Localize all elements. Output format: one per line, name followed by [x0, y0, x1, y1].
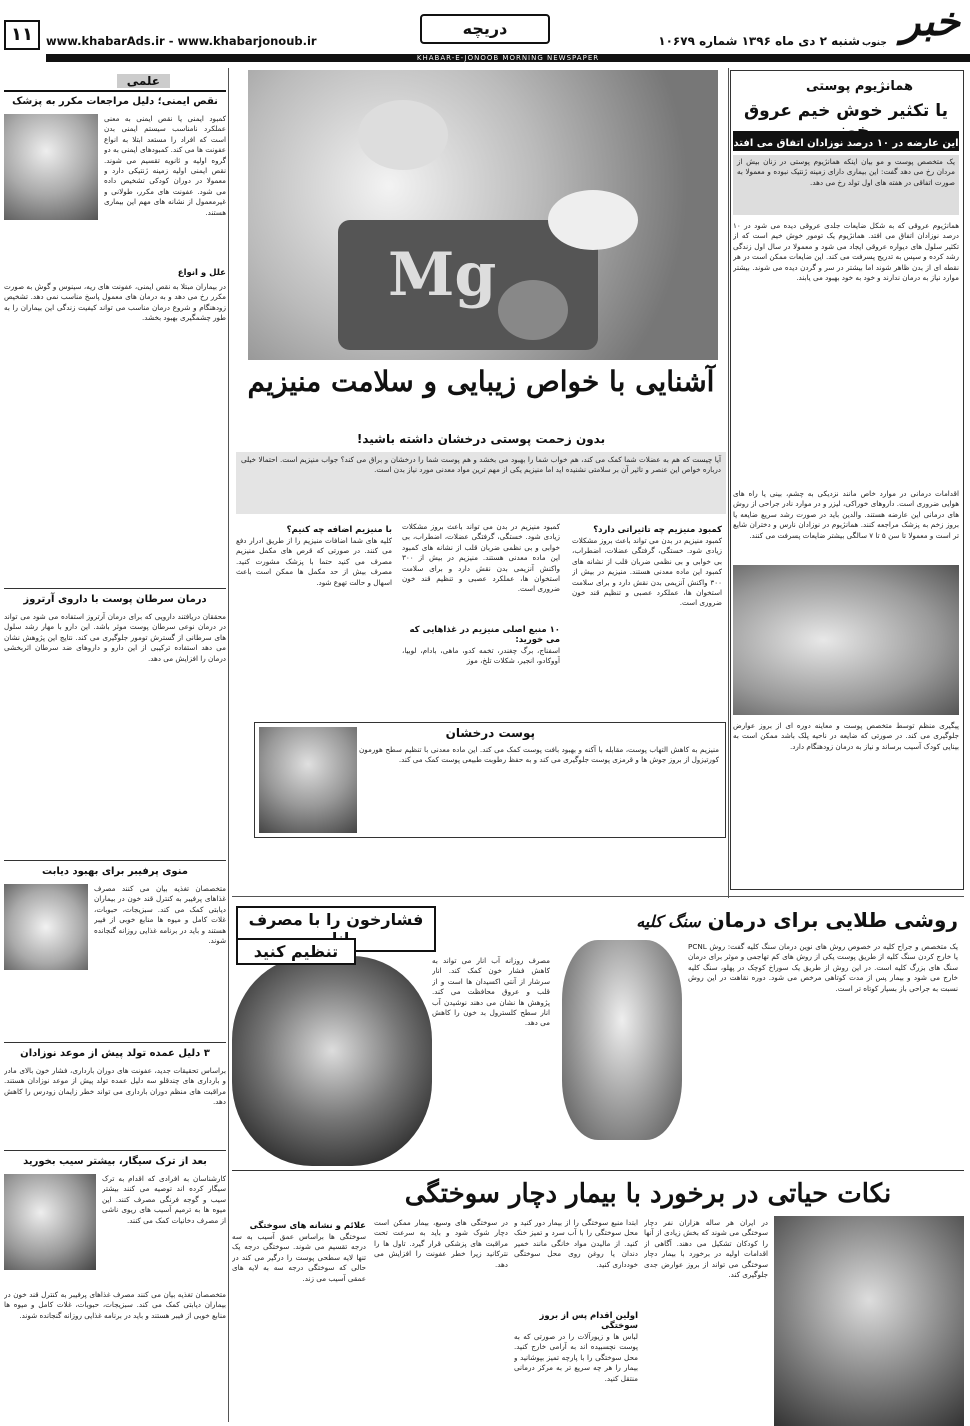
burns-col2-text: ابتدا منبع سوختگی را از بیمار دور کنید و محل سوختگی را با آب سرد و تمیز خنک کنید. از مالیدن مواد خانگی مانند خمیر دندان یا روغن روی محل سوختگی خودداری کنید.	[514, 1218, 638, 1269]
apple-text: کارشناسان به افرادی که اقدام به ترک سیگار کرده اند توصیه می کنند بیشتر سیب و گوجه فرنگی مصرف کنند. این میوه ها به ترمیم آسیب های ریوی ناشی از مصرف دخانیات کمک می کنند.	[102, 1174, 226, 1225]
burns-top-rule	[232, 1170, 964, 1171]
magnesium-col2-title: ۱۰ منبع اصلی منیزیم در غذاهایی که می خورید:	[409, 625, 560, 645]
burns-col1-text: در ایران هر ساله هزاران نفر دچار سوختگی می شوند که بخش زیادی از آنها را کودکان تشکیل می دهند. آگاهی از اقدامات اولیه در برخورد با بیمار دچار سوختگی می تواند از بروز عوارض جدی جلوگیری کند.	[644, 1218, 768, 1280]
masthead	[0, 0, 970, 60]
magnesium-col2-intro: کمبود منیزیم در بدن می تواند باعث بروز مشکلات زیادی شود. خستگی، گرفتگی عضلات، اضطراب، بی خوابی و بی نظمی ضربان قلب از نشانه های کمبود این ماده معدنی هستند. منیزیم در بیش از ۳۰۰ واکنش آنزیمی بدن نقش دارد و برای سلامت استخوان ها، عملکرد عصبی و تنظیم قند خون ضروری است.	[402, 522, 560, 594]
skin-cancer-title: درمان سرطان پوست با داروی آرتروز	[23, 594, 207, 605]
avocado	[498, 280, 568, 340]
skin-box-title: پوست درخشان	[445, 726, 535, 740]
burns-col4-text: سوختگی ها براساس عمق آسیب به سه درجه تقسیم می شوند. سوختگی درجه یک تنها لایه سطحی پوست را درگیر می کند در حالی که سوختگی درجه سه به لایه های عمقی آسیب می زند.	[232, 1232, 366, 1283]
hemangioma-body-2: اقدامات درمانی در موارد خاص مانند نزدیکی به چشم، بینی یا راه های هوایی ضروری است. داروهای خوراکی، لیزر و در موارد نادر جراحی از روش های درمانی این عارضه هستند. والدین باید در صورت رشد سریع ضایعه یا بروز زخم به پزشک مراجعه کنند. همانژیوم در نوزادان نارس و دختران شایع تر است و معمولا تا سن ۵ تا ۷ سالگی بیشتر ضایعات پسرفت می کنند.	[733, 489, 959, 540]
preterm-title: ۳ دلیل عمده تولد پیش از موعد نوزادان	[20, 1048, 210, 1059]
page-number	[4, 20, 40, 50]
diabetes-title: منوی پرفیبر برای بهبود دیابت	[42, 866, 188, 877]
pomegranate-title-2: تنظیم کنید	[236, 938, 356, 965]
bowl-right	[548, 190, 638, 250]
hemangioma-subtitle-text: این عارضه در ۱۰ درصد نوزادان اتفاق می افتد	[733, 138, 959, 149]
science-label	[4, 72, 226, 92]
issue-line: شنبه ۲ دی ماه ۱۳۹۶ شماره ۱۰۶۷۹	[658, 34, 860, 48]
magnesium-col-1	[572, 522, 722, 722]
magnesium-title: آشنایی با خواص زیبایی و سلامت منیزیم	[247, 365, 715, 398]
immune-title: نقص ایمنی؛ دلیل مراجعات مکرر به پزشک	[12, 96, 218, 107]
separator-left	[228, 68, 229, 1422]
divider-4	[4, 1150, 226, 1151]
pomegranate-photo	[232, 956, 432, 1166]
immune-sub: علل و انواع	[177, 268, 226, 278]
skin-cancer-text: محققان دریافتند دارویی که برای درمان آرتروز استفاده می شود می تواند در درمان نوعی سرطان پوست موثر باشد. این دارو با مهار رشد سلول های سرطانی از گسترش تومور جلوگیری می کند. نتایج این پژوهش نشان می دهد استفاده ترکیبی از این دارو و داروهای ضد سرطان اثربخشی درمان را افزایش می دهد.	[4, 612, 226, 663]
divider-2	[4, 860, 226, 861]
kidney-text: یک متخصص و جراح کلیه در خصوص روش های نوین درمان سنگ کلیه گفت: روش PCNL یا خارج کردن سنگ کلیه از طریق پوست یکی از روش های کم تهاجمی و موثر برای درمان سنگ های بزرگ کلیه است. در این روش از طریق یک سوراخ کوچک در پهلو، سنگ کلیه خارج می شود و بیمار پس از مدت کوتاهی مرخص می شود. دوره نقاهت در این روش نسبت به جراحی باز بسیار کوتاه تر است.	[688, 942, 958, 993]
bowl-left	[358, 100, 448, 170]
magnesium-feature	[232, 70, 726, 850]
left-column	[4, 70, 226, 1146]
apple-title: بعد از ترک سیگار، بیشتر سیب بخورید	[23, 1156, 207, 1167]
separator-right	[728, 68, 729, 898]
immune-text: کمبود ایمنی یا نقص ایمنی به معنی عملکرد نامناسب سیستم ایمنی بدن است که افراد را مستعد ابتلا به انواع عفونت ها می کند. کمبودهای ایمنی به دو گروه اولیه و ثانویه تقسیم می شوند. نقص ایمنی اولیه زمینه ژنتیکی دارد و معمولا در دوران کودکی تشخیص داده می شود. عفونت های مکرر، طولانی و غیرمعمول از نشانه های مهم این بیماری هستند.	[104, 114, 226, 217]
hemangioma-article	[730, 70, 964, 890]
burns-photo	[774, 1216, 964, 1426]
skin-box-text: منیزیم به کاهش التهاب پوست، مقابله با آکنه و بهبود بافت پوست کمک می کند. این ماده معدنی با تنظیم سطح هورمون کورتیزول از بروز جوش ها و قرمزی پوست جلوگیری می کند و به حفظ رطوبت طبیعی پوست کمک می کند.	[359, 745, 719, 765]
english-banner-text: KHABAR-E-JONOOB MORNING NEWSPAPER	[416, 54, 600, 62]
apple-article	[4, 1150, 226, 1422]
kidney-title-a: روشی طلایی برای درمان	[707, 908, 958, 932]
kidney-title	[636, 908, 958, 932]
apple-text-2: متخصصان تغذیه بیان می کنند مصرف غذاهای پرفیبر به کنترل قند خون در بیماران دیابتی کمک می کند. سبزیجات، حبوبات، غلات کامل و میوه ها منابع خوبی از فیبر هستند و باید در برنامه غذایی روزانه گنجانده شوند.	[4, 1290, 226, 1320]
section-title	[420, 14, 550, 44]
burns-article	[232, 1170, 964, 1422]
man-photo	[259, 727, 357, 833]
burns-col-2	[514, 1218, 638, 1418]
kidney-illustration	[562, 940, 682, 1140]
burns-col2-text-2: لباس ها و زیورآلات را در صورتی که به پوست نچسبیده اند به آرامی خارج کنید. محل سوختگی را با پارچه تمیز بپوشانید و بیمار را هر چه سریع تر به مرکز درمانی منتقل کنید.	[514, 1332, 638, 1383]
page-number-text: ۱۱	[11, 24, 33, 45]
magnesium-col3-text: کلیه های شما اضافات منیزیم را از طریق ادرار دفع می کنند. در صورتی که قرص های مکمل منیزیم مصرف می کنید حتما با پزشک مشورت کنید. مصرف بیش از حد مکمل ها ممکن است باعث اسهال و حالت تهوع شود.	[236, 536, 392, 587]
hemangioma-body-3: پیگیری منظم توسط متخصص پوست و معاینه دوره ای از بروز عوارض جلوگیری می کند. در صورتی که ضایعه در ناحیه پلک باشد ممکن است به بینایی کودک آسیب برساند و نیاز به درمان زودهنگام دارد.	[733, 721, 959, 751]
magnesium-col3-title: با منیزیم اضافه چه کنیم؟	[286, 525, 392, 535]
burns-title: نکات حیاتی در برخورد با بیمار دچار سوختگی	[404, 1179, 892, 1209]
magnesium-col1-title: کمبود منیزیم چه تاثیراتی دارد؟	[593, 525, 722, 535]
magnesium-lead: آیا چیست که هم به عضلات شما کمک می کند، هم خواب شما را بهبود می بخشد و هم پوست شما را درخشان و براق می کند؟ جواب منیزیم است. احتمالا خیلی درباره خواص این عنصر و تاثیر آن بر سلامتی نشنیده اید اما منیزیم یکی از مهم ترین مواد معدنی مورد نیاز بدن است.	[236, 452, 726, 514]
magnesium-col2-text: اسفناج، برگ چغندر، تخمه کدو، ماهی، بادام، لوبیا، آووکادو، انجیر، شکلات تلخ، موز	[402, 646, 560, 666]
separator-mid-horizontal	[232, 896, 964, 897]
burns-col3-text: در سوختگی های وسیع، بیمار ممکن است دچار شوک شود و باید به سرعت تحت مراقبت های پزشکی قرار گیرد. تاول ها را نترکانید زیرا خطر عفونت را افزایش می دهد.	[374, 1218, 508, 1269]
hemangioma-title: یا تکثیر خوش خیم عروق	[743, 101, 948, 121]
science-label-text: علمی	[117, 74, 170, 88]
divider-1	[4, 588, 226, 589]
pomegranate-article	[232, 900, 550, 1168]
websites: www.khabarAds.ir - www.khabarjonoub.ir	[46, 34, 317, 48]
preterm-text: براساس تحقیقات جدید، عفونت های دوران بارداری، فشار خون بالای مادر و بارداری های چندقلو سه دلیل عمده تولد پیش از موعد نوزادان هستند. مراقبت های منظم دوران بارداری می تواند خطر زایمان زودرس را کاهش دهد.	[4, 1066, 226, 1107]
pomegranate-title-1: فشارخون را با مصرف	[236, 906, 436, 952]
immune-text-2: در بیماران مبتلا به نقص ایمنی، عفونت های ریه، سینوس و گوش به صورت مکرر رخ می دهد و به درمان های معمول پاسخ مناسب نمی دهد. تشخیص زودهنگام و شروع درمان مناسب می تواند کیفیت زندگی این بیماران را به طور چشمگیری بهبود بخشد.	[4, 282, 226, 323]
mg-label: Mg	[388, 240, 497, 310]
magnesium-subtitle: بدون زحمت پوستی درخشان داشته باشید!	[356, 432, 606, 446]
burns-col-1	[644, 1218, 768, 1418]
skin-box	[254, 722, 726, 838]
apple-photo	[4, 1174, 96, 1270]
sick-man-photo	[4, 114, 98, 220]
magnesium-col1-text: کمبود منیزیم در بدن می تواند باعث بروز مشکلات زیادی شود. خستگی، گرفتگی عضلات، اضطراب، بی خوابی و بی نظمی ضربان قلب از نشانه های کمبود این ماده معدنی هستند. منیزیم در بیش از ۳۰۰ واکنش آنزیمی بدن نقش دارد و برای سلامت استخوان ها، عملکرد عصبی و تنظیم قند خون ضروری است.	[572, 536, 722, 608]
section-title-text: دریچه	[462, 19, 508, 38]
hemangioma-body-1: همانژیوم عروقی که به شکل ضایعات جلدی عروقی دیده می شود در ۱۰ درصد نوزادان اتفاق می افتد. همانژیوم یک تومور خوش خیم است که از تکثیر سلول های دیواره عروقی ایجاد می شود و معمولا در سال اول زندگی رشد کرده و سپس به تدریج پسرفت می کند. این ضایعات ممکن است در هر نقطه ای از بدن ظاهر شوند اما بیشتر در سر و گردن دیده می شوند. بیشتر موارد نیاز به درمان ندارند و خود به خود بهبود می یابند.	[733, 221, 959, 283]
magnesium-col-3	[236, 522, 392, 722]
pomegranate-text: مصرف روزانه آب انار می تواند به کاهش فشار خون کمک کند. انار سرشار از آنتی اکسیدان ها است و از قلب و عروق محافظت می کند. پژوهش ها نشان می دهند نوشیدن آب انار سطح کلسترول بد خون را کاهش می دهد.	[432, 956, 550, 1028]
diabetes-photo	[4, 884, 88, 970]
divider-3	[4, 1042, 226, 1043]
logo-subtext: جنوب	[862, 38, 887, 48]
hemangioma-lead: یک متخصص پوست و مو بیان اینکه همانژیوم پوستی در زنان بیش از مردان رخ می دهد گفت: این بیماری دارای زمینه ژنتیک نبوده و معمولا به صورت اتفاقی در هفته های اول تولد رخ می دهد.	[733, 155, 959, 215]
kidney-article	[558, 900, 964, 1168]
kidney-title-b: سنگ کلیه	[636, 912, 701, 931]
burns-col4-sub: علائم و نشانه های سوختگی	[249, 1221, 366, 1231]
hemangioma-kicker: همانژیوم پوستی	[806, 79, 913, 94]
burns-col-4	[232, 1218, 366, 1418]
diabetes-text: متخصصان تغذیه بیان می کنند مصرف غذاهای پرفیبر به کنترل قند خون در بیماران دیابتی کمک می کند. سبزیجات، حبوبات، غلات کامل و میوه ها منابع خوبی از فیبر هستند و باید در برنامه غذایی روزانه گنجانده شوند.	[94, 884, 226, 946]
english-banner	[46, 54, 970, 62]
hemangioma-subtitle	[733, 131, 959, 151]
burns-col-3	[374, 1218, 508, 1418]
burns-col2-sub: اولین اقدام پس از بروز سوختگی	[539, 1311, 638, 1331]
food-photo	[248, 70, 718, 360]
logo	[862, 0, 962, 52]
magnesium-col-2	[402, 522, 560, 722]
baby-photo	[733, 565, 959, 715]
logo-text: خبر	[901, 0, 960, 45]
